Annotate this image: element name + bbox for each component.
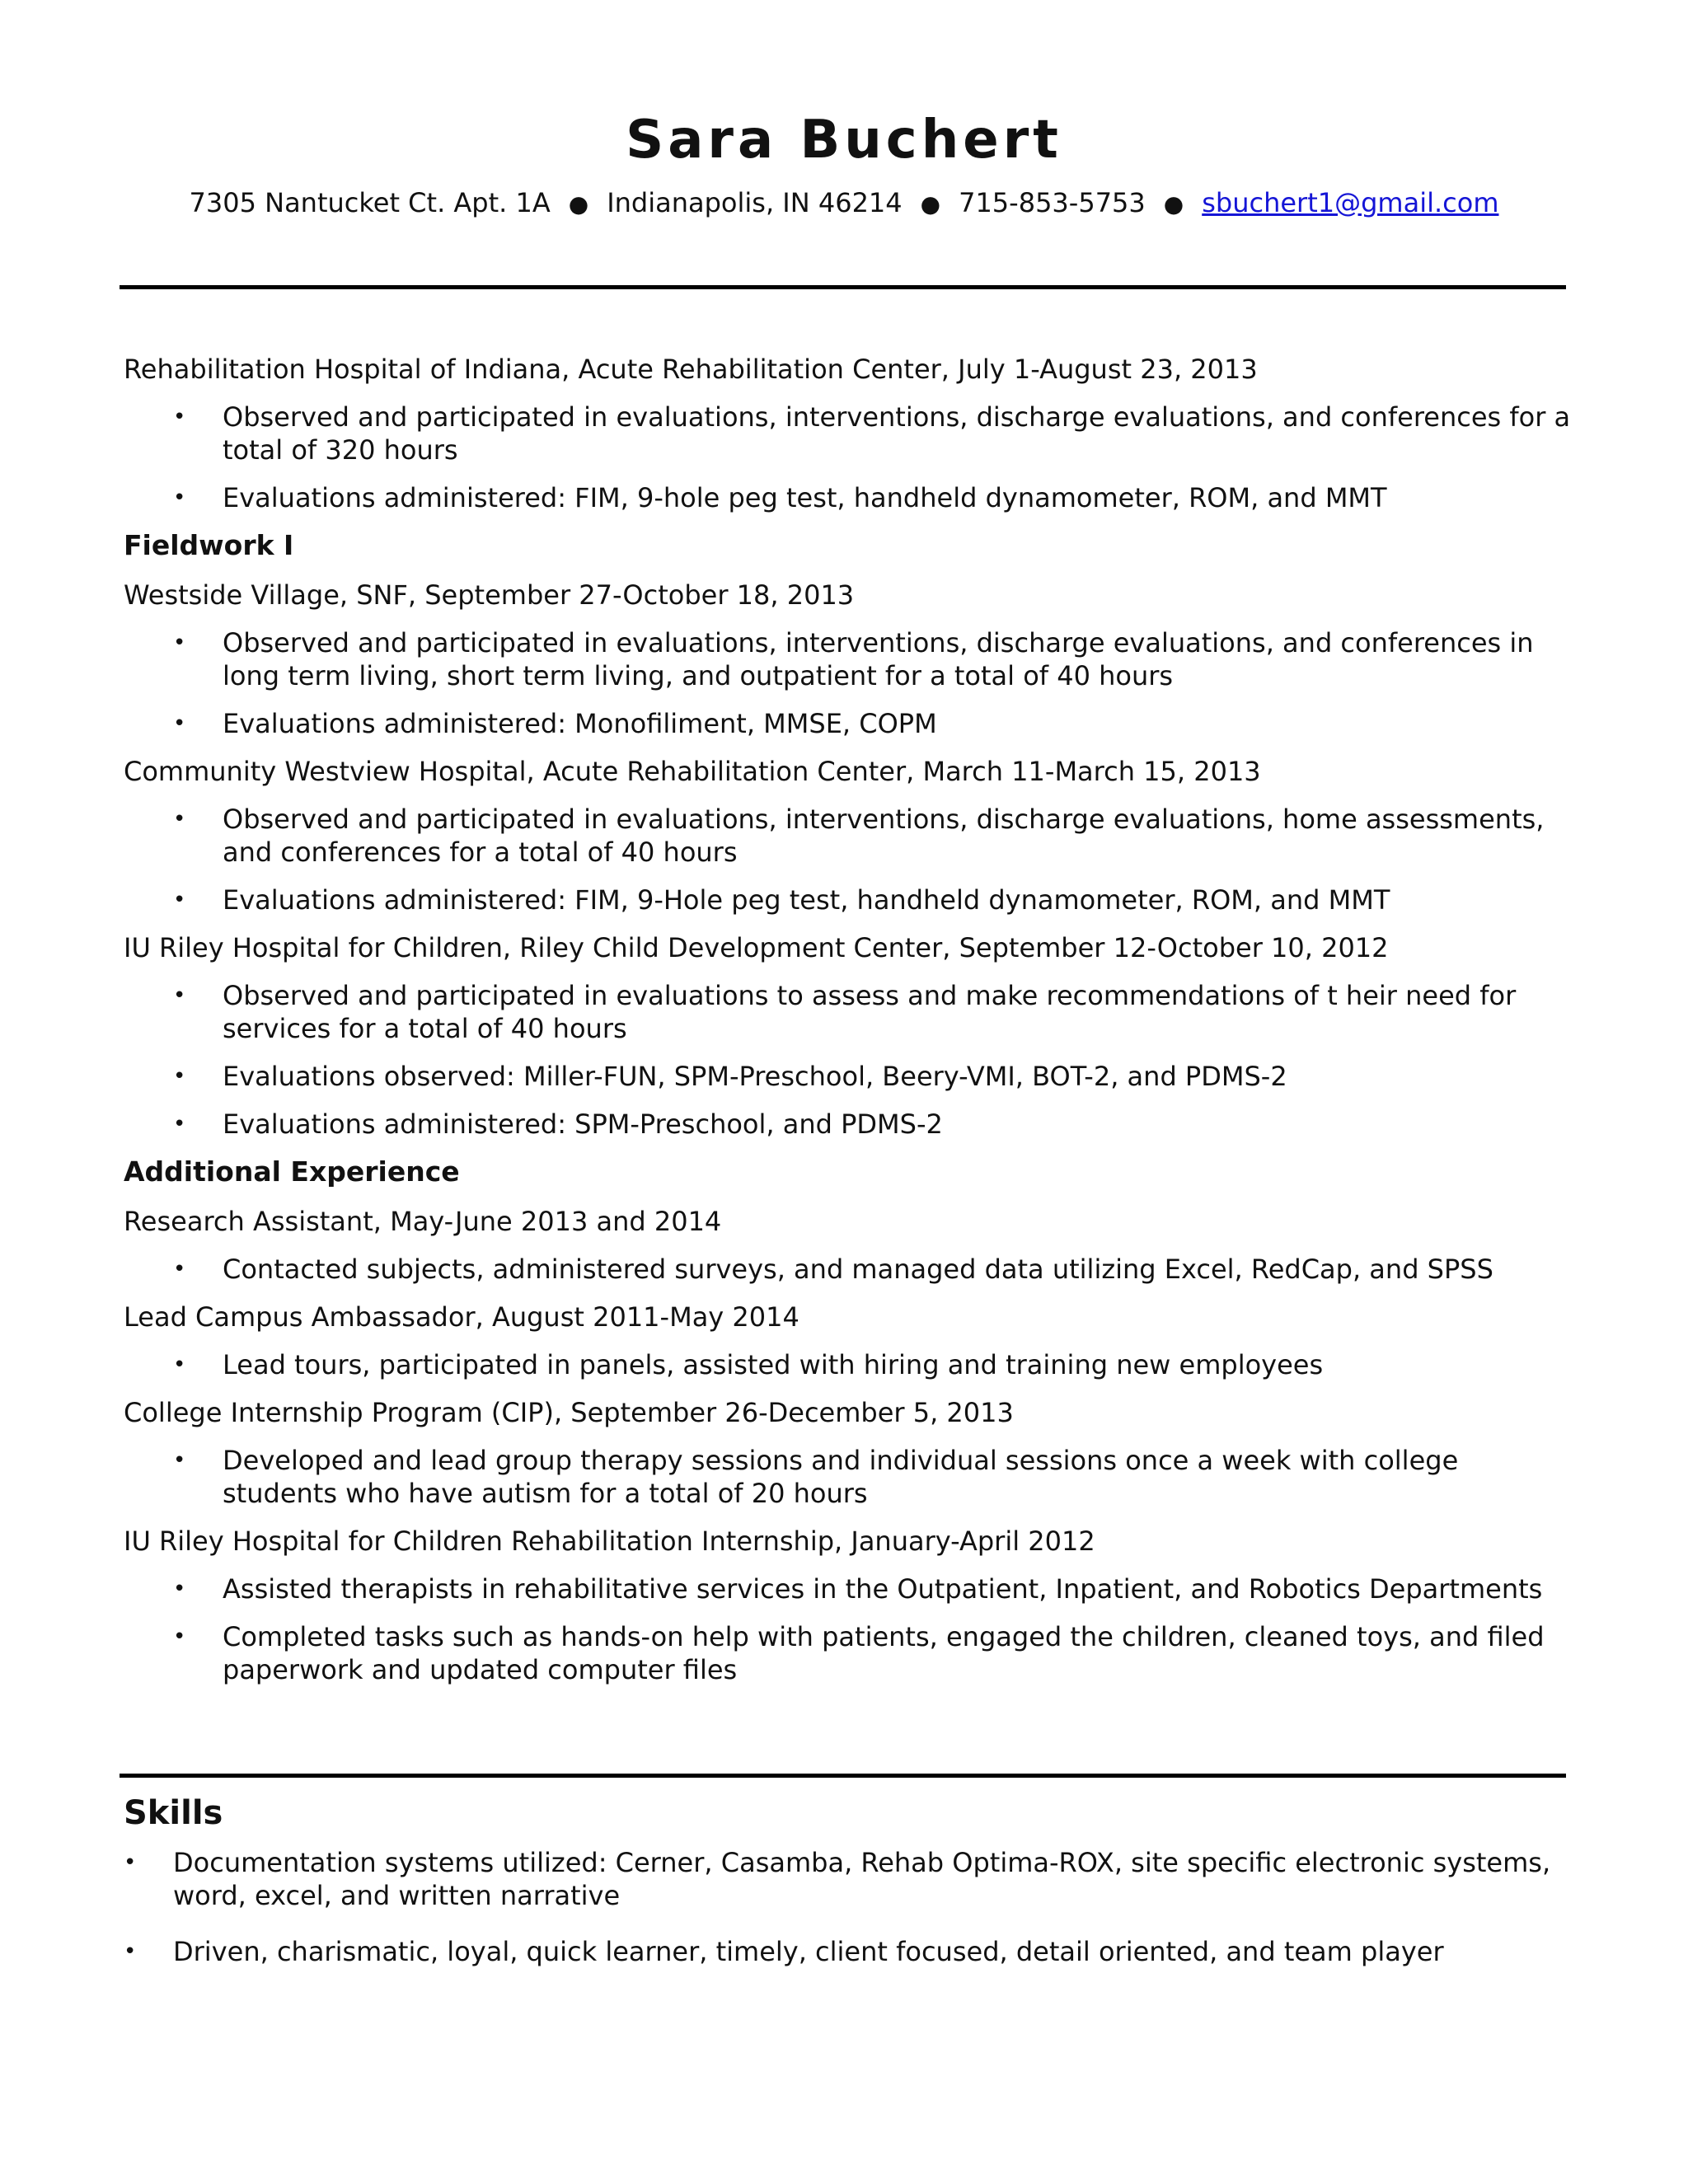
experience-bullet-list (124, 1253, 1574, 1286)
bullet-text: Developed and lead group therapy sessions and individual sessions once a week with college students who have autism for a total of 20 hours (223, 1445, 1459, 1509)
experience-entry-title: IU Riley Hospital for Children, Riley Child Development Center, September 12-October 10, 2012 (124, 932, 1389, 963)
contact-city: Indianapolis, IN 46214 (607, 187, 903, 218)
experience-entry-title: Community Westview Hospital, Acute Rehabilitation Center, March 11-March 15, 2013 (124, 756, 1261, 787)
experience-section (124, 353, 1574, 1701)
bullet-icon: • (173, 888, 186, 912)
list-item (124, 1572, 1574, 1605)
experience-bullet-list (124, 401, 1574, 514)
list-item (124, 1620, 1574, 1686)
contact-address: 7305 Nantucket Ct. Apt. 1A (189, 187, 551, 218)
bullet-icon: • (173, 1352, 186, 1377)
skills-heading: Skills (124, 1794, 223, 1832)
bullet-icon: • (173, 1112, 186, 1137)
bullet-text: Evaluations administered: Monofiliment, MMSE, COPM (223, 708, 937, 739)
bullet-icon: • (173, 485, 186, 510)
bullet-icon: • (173, 1577, 186, 1601)
bullet-text: Assisted therapists in rehabilitative services in the Outpatient, Inpatient, and Robotics Departments (223, 1573, 1543, 1605)
experience-bullet-list (124, 626, 1574, 740)
experience-entry-title: Lead Campus Ambassador, August 2011-May 2014 (124, 1301, 799, 1333)
bullet-text: Contacted subjects, administered surveys, and managed data utilizing Excel, RedCap, and SPSS (223, 1254, 1493, 1285)
bullet-icon: • (173, 711, 186, 736)
bullet-icon: • (173, 405, 186, 429)
section-subheading: Additional Experience (124, 1155, 460, 1188)
list-item (124, 1444, 1574, 1510)
experience-bullet-list (124, 803, 1574, 916)
experience-bullet-list (124, 1348, 1574, 1381)
resume-name: Sara Buchert (626, 110, 1062, 171)
list-item (124, 1348, 1574, 1381)
experience-entry-title: Westside Village, SNF, September 27-October 18, 2013 (124, 579, 855, 611)
email-link[interactable]: sbuchert1@gmail.com (1202, 187, 1499, 218)
list-item (124, 1108, 1574, 1141)
bullet-text: Observed and participated in evaluations, interventions, discharge evaluations, home assessments, and conferences for a total of 40 hours (223, 804, 1545, 868)
experience-bullet-list (124, 979, 1574, 1141)
experience-bullet-list (124, 1444, 1574, 1510)
contact-phone: 715-853-5753 (959, 187, 1146, 218)
experience-entry-title: Research Assistant, May-June 2013 and 2014 (124, 1206, 722, 1237)
list-item (124, 979, 1574, 1045)
list-item (124, 1846, 1574, 1912)
experience-entry-title: IU Riley Hospital for Children Rehabilitation Internship, January-April 2012 (124, 1526, 1095, 1557)
bullet-text: Observed and participated in evaluations, interventions, discharge evaluations, and conferences in long term living, short term living, and outpatient for a total of 40 hours (223, 627, 1534, 691)
list-item (124, 626, 1574, 692)
bullet-icon: • (173, 1624, 186, 1649)
list-item (124, 481, 1574, 514)
separator-dot: ● (920, 190, 941, 218)
header-divider (120, 285, 1566, 289)
skill-text: Driven, charismatic, loyal, quick learner, timely, client focused, detail oriented, and team player (173, 1936, 1444, 1967)
separator-dot: ● (568, 190, 589, 218)
experience-entry-title: Rehabilitation Hospital of Indiana, Acute Rehabilitation Center, July 1-August 23, 2013 (124, 354, 1258, 385)
list-item (124, 707, 1574, 740)
separator-dot: ● (1163, 190, 1184, 218)
skills-section (124, 1846, 1574, 1991)
bullet-icon: • (173, 807, 186, 832)
bullet-icon: • (173, 1257, 186, 1282)
bullet-icon: • (173, 1448, 186, 1473)
bullet-text: Observed and participated in evaluations to assess and make recommendations of t heir need for services for a total of 40 hours (223, 980, 1517, 1044)
skills-divider (120, 1774, 1566, 1778)
experience-bullet-list (124, 1572, 1574, 1686)
bullet-text: Evaluations administered: SPM-Preschool, and PDMS-2 (223, 1108, 943, 1140)
list-item (124, 883, 1574, 916)
section-subheading: Fieldwork I (124, 529, 294, 561)
bullet-text: Evaluations observed: Miller-FUN, SPM-Preschool, Beery-VMI, BOT-2, and PDMS-2 (223, 1061, 1287, 1092)
bullet-text: Evaluations administered: FIM, 9-Hole peg test, handheld dynamometer, ROM, and MMT (223, 884, 1390, 916)
bullet-icon: • (124, 1850, 137, 1875)
bullet-text: Lead tours, participated in panels, assisted with hiring and training new employees (223, 1349, 1324, 1380)
bullet-icon: • (173, 630, 186, 655)
contact-line (0, 183, 1688, 224)
list-item (124, 1253, 1574, 1286)
list-item (124, 401, 1574, 466)
bullet-text: Completed tasks such as hands-on help with patients, engaged the children, cleaned toys, and filed paperwork and updated computer files (223, 1621, 1545, 1685)
bullet-text: Evaluations administered: FIM, 9-hole peg test, handheld dynamometer, ROM, and MMT (223, 482, 1387, 513)
bullet-icon: • (173, 1064, 186, 1089)
skills-list (124, 1846, 1574, 1968)
bullet-icon: • (124, 1939, 137, 1964)
list-item (124, 1060, 1574, 1093)
skill-text: Documentation systems utilized: Cerner, Casamba, Rehab Optima-ROX, site specific electronic systems, word, excel, and written narrative (173, 1847, 1551, 1911)
list-item (124, 1935, 1574, 1968)
experience-entry-title: College Internship Program (CIP), September 26-December 5, 2013 (124, 1397, 1014, 1428)
bullet-text: Observed and participated in evaluations, interventions, discharge evaluations, and conferences for a total of 320 hours (223, 401, 1571, 466)
list-item (124, 803, 1574, 869)
bullet-icon: • (173, 983, 186, 1008)
